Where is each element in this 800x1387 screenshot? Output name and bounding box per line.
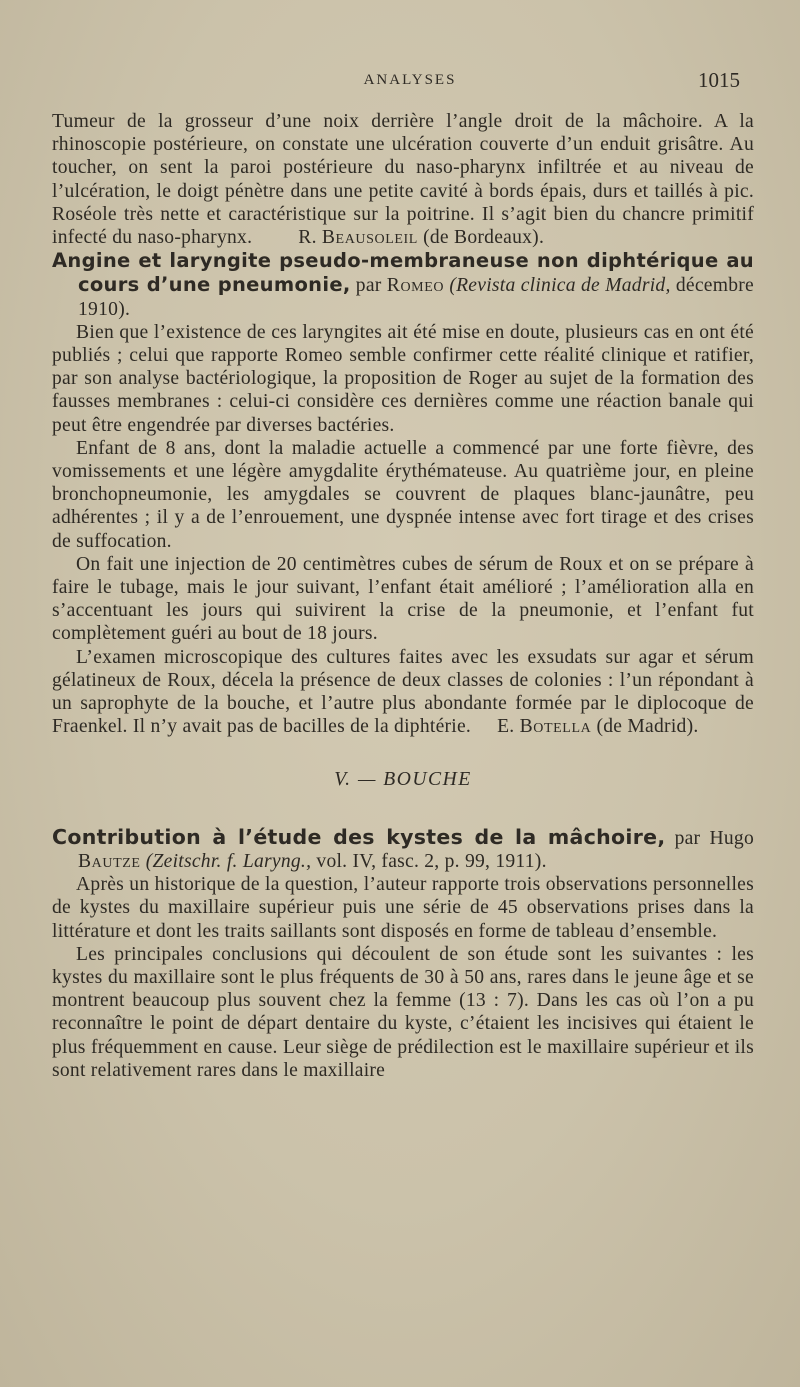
article2-title: Angine et laryngite pseudo-membraneuse non diphtérique au cours d’une pneumonie, <box>52 249 754 297</box>
article3-author-last: Bautze <box>78 850 141 872</box>
page-number: 1015 <box>698 68 740 92</box>
running-title: ANALYSES <box>363 72 457 88</box>
article3-by: par <box>674 827 701 849</box>
article1-signature-initial: R. <box>298 227 317 249</box>
article3-heading <box>52 826 754 873</box>
article3-source: (Zeitschr. f. Laryng., <box>145 850 312 872</box>
article2-last-text: L’examen microscopique des cultures faites avec les exsudats sur agar et sérum gélatineux de Roux, décela la présence de deux classes de colonies : l’un répondant à un saprophyte de la bouche, et l’autre plus abondante formée par le diplocoque de Fraenkel. Il n’y avait pas de bacilles de la diphtérie. <box>52 646 754 738</box>
section-title: V. — BOUCHE <box>334 769 472 791</box>
article2-paragraph-4 <box>52 646 754 739</box>
article1-signature-name: Beausoleil <box>321 227 418 249</box>
article2-source: (Revista clinica de Madrid, <box>449 275 671 297</box>
article2-signature-name: Botella <box>519 716 592 738</box>
article3-paragraph-2: Les principales conclusions qui découlent de son étude sont les suivantes : les kystes du maxillaire sont le plus fréquents de 30 à 50 ans, rares dans le jeune âge et se montrent beaucoup plus souvent chez la femme (13 : 7). Dans les cas où l’on a pu reconnaître le point de départ dentaire du kyste, c’étaient les incisives qui étaient le plus fréquemment en cause. Leur siège de prédilection est le maxillaire supérieur et ils sont relativement rares dans le maxillaire <box>52 943 754 1081</box>
article2-paragraph-3: On fait une injection de 20 centimètres cubes de sérum de Roux et on se prépare à faire le tubage, mais le jour suivant, l’enfant était amélioré ; l’amélioration alla en s’accentuant les jours qui suivirent la crise de la pneumonie, et l’enfant fut complètement guéri au bout de 18 jours. <box>52 553 754 645</box>
page-body <box>52 110 754 1082</box>
article1-tail-text: Tumeur de la grosseur d’une noix derrière l’angle droit de la mâchoire. A la rhinoscopie postérieure, on constate une ulcération couverte d’un enduit grisâtre. Au toucher, on sent la paroi postérieure du naso-pharynx infiltrée et au niveau de l’ulcération, le doigt pénètre dans une petite cavité à bords épais, durs et taillés à pic. Roséole très nette et caractéristique sur la poitrine. Il s’agit bien du chancre primitif infecté du naso-pharynx. <box>52 111 754 249</box>
article2-heading <box>52 249 754 321</box>
article1-tail-paragraph <box>52 110 754 249</box>
article1-signature-place: (de Bordeaux). <box>423 227 545 249</box>
article3-title: Contribution à l’étude des kystes de la mâchoire, <box>52 824 666 849</box>
article2-date: décembre 1910). <box>78 275 754 320</box>
article2-author: Romeo <box>386 275 445 297</box>
page-header <box>80 68 740 100</box>
article2-signature-place: (de Madrid). <box>596 716 699 738</box>
article2-by: par <box>355 275 382 297</box>
article3-paragraph-1: Après un historique de la question, l’auteur rapporte trois observations personnelles de kystes du maxillaire supérieur puis une série de 45 observations prises dans la littérature et dont les traits saillants sont disposés en forme de tableau d’ensemble. <box>52 874 754 942</box>
article2-paragraph-2: Enfant de 8 ans, dont la maladie actuelle a commencé par une forte fièvre, des vomissements et une légère amygdalite érythémateuse. Au quatrième jour, en pleine bronchopneumonie, les amygdales se couvrent de plaques blanc-jaunâtre, peu adhérentes ; il y a de l’enrouement, une dyspnée intense avec fort tirage et des crises de suffocation. <box>52 437 754 552</box>
article2-paragraph-1: Bien que l’existence de ces laryngites ait été mise en doute, plusieurs cas en ont été publiés ; celui que rapporte Romeo semble confirmer cette réalité clinique et ratifier, par son analyse bactériologique, la proposition de Roger au sujet de la formation des fausses membranes : celui-ci considère ces dernières comme une réaction banale qui peut être engendrée par diverses bactéries. <box>52 321 754 436</box>
article2-signature-initial: E. <box>497 716 515 738</box>
article3-author-first: Hugo <box>709 827 754 849</box>
article3-details: vol. IV, fasc. 2, p. 99, 1911). <box>316 850 547 872</box>
